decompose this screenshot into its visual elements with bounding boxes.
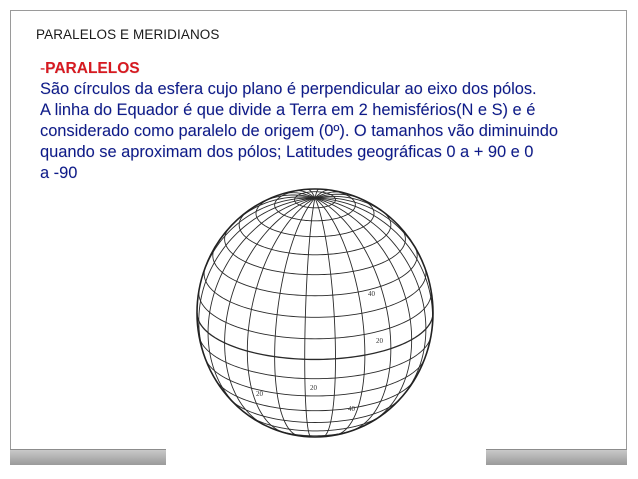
globe-label-40-top: 40 <box>368 290 375 298</box>
globe-parallel <box>275 189 356 221</box>
globe-parallel <box>199 290 431 339</box>
slide-body <box>40 58 620 184</box>
globe-label-20-right: 20 <box>376 337 383 345</box>
body-line-4: quando se aproximam dos pólos; Latitudes geográficas 0 a + 90 e 0 <box>40 143 534 161</box>
globe-label-20-center: 20 <box>310 384 317 392</box>
globe-parallel <box>197 313 433 359</box>
heading-dash: - <box>40 60 46 77</box>
globe-label-40-bottom: 40 <box>348 405 355 413</box>
globe-meridian <box>315 198 412 422</box>
globe-parallel <box>239 211 391 255</box>
globe-parallel <box>256 197 374 236</box>
body-line-1: São círculos da esfera cujo plano é perpendicular ao eixo dos pólos. <box>40 80 537 98</box>
globe-meridian <box>315 198 426 399</box>
globe-parallel <box>199 338 430 379</box>
heading-label: PARALELOS <box>45 60 140 77</box>
section-heading <box>40 58 620 79</box>
body-line-5: a -90 <box>40 164 78 182</box>
body-line-2: A linha do Equador é que divide a Terra em 2 hemisférios(N e S) e é <box>40 101 536 119</box>
globe-meridian <box>315 198 421 259</box>
slide-title: PARALELOS E MERIDIANOS <box>36 27 220 42</box>
slide-bottom-band-gap <box>166 449 486 465</box>
globe-graticule <box>190 183 440 443</box>
body-line-3: considerado como paralelo de origem (0º). O tamanhos vão diminuindo <box>40 122 559 140</box>
globe-illustration <box>190 183 440 443</box>
globe-label-20-left: 20 <box>256 390 263 398</box>
